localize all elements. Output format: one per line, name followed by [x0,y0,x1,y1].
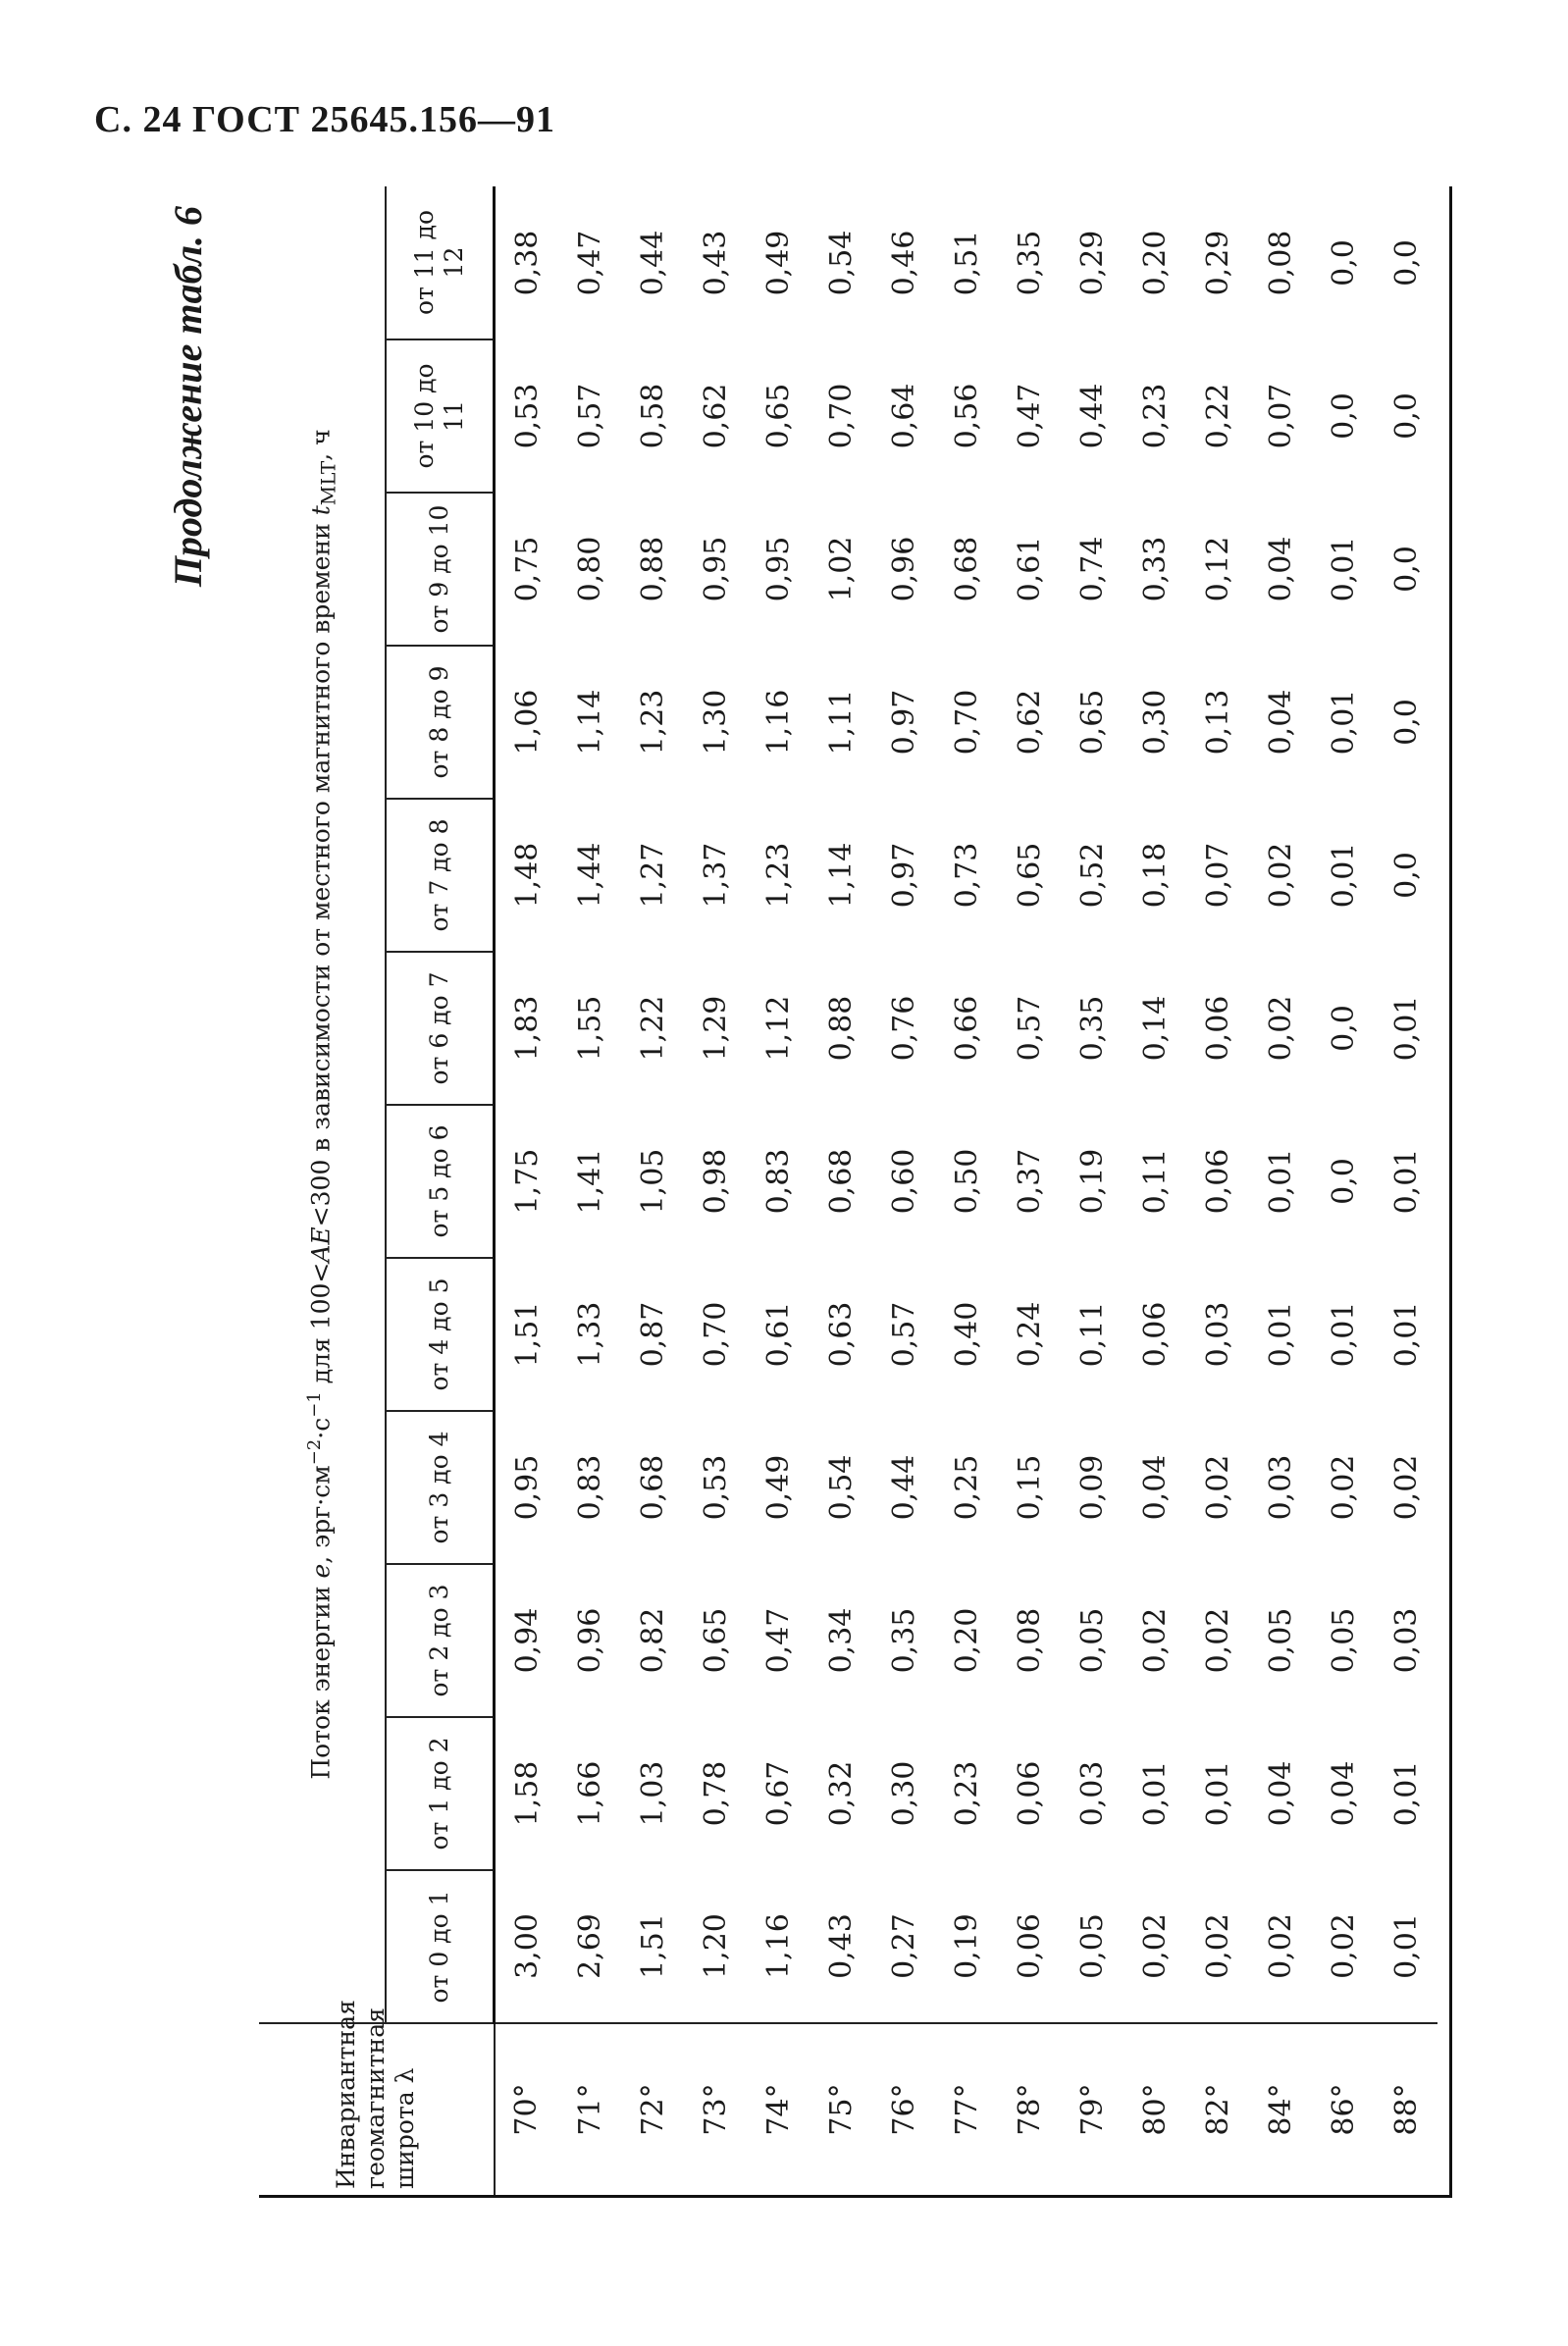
value-cell: 0,20 [1137,230,1173,296]
latitude-cell: 82° [1186,2023,1249,2195]
value-cell: 0,05 [1074,1607,1110,1674]
value-cell: 0,76 [886,995,921,1062]
value-cell: 0,06 [1012,1913,1047,1979]
value-cell: 0,0 [1326,239,1361,287]
value-cell: 0,88 [823,995,859,1062]
value-cell: 0,06 [1200,1148,1235,1215]
hour-column-header: от 8 до 9 [386,646,495,799]
latitude-cell: 86° [1312,2023,1375,2195]
value-cell: 1,37 [698,842,733,909]
value-cell: 0,04 [1137,1454,1173,1521]
table-row [1124,186,1186,2195]
value-cell: 0,01 [1263,1148,1298,1215]
value-cell: 0,44 [1074,383,1110,449]
value-cell: 1,44 [572,842,607,909]
value-cell: 0,29 [1074,230,1110,296]
value-cell: 0,23 [1137,383,1173,449]
value-cell: 0,80 [572,536,607,602]
value-cell: 0,74 [1074,536,1110,602]
value-cell: 0,65 [698,1607,733,1674]
value-cell: 0,02 [1200,1454,1235,1521]
table-row [810,186,872,2195]
value-cell: 1,30 [698,689,733,756]
value-cell: 0,44 [886,1454,921,1521]
value-cell: 0,0 [1388,392,1424,440]
page-number: С. 24 [94,99,183,140]
latitude-cell: 84° [1249,2023,1312,2195]
hour-column-header: от 10 до 11 [386,339,495,493]
value-cell: 0,08 [1263,230,1298,296]
value-cell: 0,75 [509,536,545,602]
latitude-column-header: Инвариантная геомагнитная широта λ [259,2023,495,2195]
hour-column-header: от 5 до 6 [386,1105,495,1258]
table-row [621,186,684,2195]
value-cell: 0,73 [949,842,984,909]
value-cell: 0,04 [1263,536,1298,602]
value-cell: 1,29 [698,995,733,1062]
value-cell: 1,05 [635,1148,670,1215]
value-cell: 1,23 [635,689,670,756]
table-row [872,186,935,2195]
value-cell: 1,58 [509,1760,545,1827]
value-cell: 0,61 [1012,536,1047,602]
latitude-cell: 75° [810,2023,872,2195]
latitude-cell: 70° [495,2023,559,2195]
value-cell: 1,51 [509,1301,545,1368]
value-cell: 1,41 [572,1148,607,1215]
value-cell: 0,05 [1263,1607,1298,1674]
value-cell: 0,35 [886,1607,921,1674]
value-cell: 0,08 [1012,1607,1047,1674]
value-cell: 0,95 [698,536,733,602]
value-cell: 1,83 [509,995,545,1062]
value-cell: 0,02 [1200,1607,1235,1674]
value-cell: 0,02 [1388,1454,1424,1521]
value-cell: 0,95 [509,1454,545,1521]
value-cell: 0,67 [760,1760,796,1827]
value-cell: 0,58 [635,383,670,449]
value-cell: 0,0 [1388,239,1424,287]
value-cell: 0,02 [1263,842,1298,909]
value-cell: 0,19 [949,1913,984,1979]
value-cell: 0,02 [1326,1913,1361,1979]
value-cell: 0,19 [1074,1148,1110,1215]
value-cell: 0,01 [1326,1301,1361,1368]
value-cell: 0,01 [1137,1760,1173,1827]
value-cell: 1,12 [760,995,796,1062]
value-cell: 0,01 [1200,1760,1235,1827]
latitude-cell: 80° [1124,2023,1186,2195]
latitude-cell: 76° [872,2023,935,2195]
table-row [935,186,998,2195]
value-cell: 0,83 [572,1454,607,1521]
value-cell: 0,23 [949,1760,984,1827]
hour-column-header: от 2 до 3 [386,1564,495,1717]
value-cell: 0,06 [1012,1760,1047,1827]
value-cell: 1,66 [572,1760,607,1827]
table-row [1249,186,1312,2195]
value-cell: 0,02 [1326,1454,1361,1521]
value-cell: 0,96 [572,1607,607,1674]
value-cell: 0,98 [698,1148,733,1215]
value-cell: 0,02 [1263,995,1298,1062]
rotated-page-area [147,186,1452,2198]
latitude-cell: 79° [1061,2023,1124,2195]
value-cell: 0,01 [1388,1913,1424,1979]
value-cell: 0,51 [949,230,984,296]
value-cell: 0,06 [1200,995,1235,1062]
table-row [684,186,747,2195]
table-row [558,186,621,2195]
value-cell: 0,07 [1263,383,1298,449]
value-cell: 0,02 [1137,1913,1173,1979]
value-cell: 0,32 [823,1760,859,1827]
value-cell: 0,97 [886,842,921,909]
value-cell: 2,69 [572,1913,607,1979]
value-cell: 1,27 [635,842,670,909]
value-cell: 0,57 [886,1301,921,1368]
value-cell: 1,51 [635,1913,670,1979]
table-row [1375,186,1437,2195]
value-cell: 0,38 [509,230,545,296]
value-cell: 0,64 [886,383,921,449]
value-cell: 0,01 [1326,842,1361,909]
value-cell: 0,02 [1263,1913,1298,1979]
value-cell: 0,87 [635,1301,670,1368]
value-cell: 0,0 [1388,546,1424,593]
value-cell: 0,53 [509,383,545,449]
value-cell: 1,14 [572,689,607,756]
value-cell: 0,35 [1012,230,1047,296]
value-cell: 0,0 [1388,699,1424,746]
value-cell: 1,20 [698,1913,733,1979]
value-cell: 0,97 [886,689,921,756]
page-header [94,98,555,141]
value-cell: 0,04 [1263,689,1298,756]
value-cell: 0,34 [823,1607,859,1674]
value-cell: 1,16 [760,1913,796,1979]
value-cell: 0,05 [1074,1913,1110,1979]
value-cell: 0,01 [1388,1301,1424,1368]
value-cell: 0,43 [698,230,733,296]
value-cell: 1,33 [572,1301,607,1368]
table-row [1312,186,1375,2195]
value-cell: 0,0 [1388,852,1424,899]
value-cell: 0,29 [1200,230,1235,296]
value-cell: 0,18 [1137,842,1173,909]
value-cell: 0,0 [1326,1158,1361,1205]
value-cell: 0,05 [1326,1607,1361,1674]
table-row [998,186,1061,2195]
value-cell: 0,46 [886,230,921,296]
value-cell: 0,30 [1137,689,1173,756]
energy-flux-table [259,186,1437,2195]
data-table-frame [259,186,1452,2198]
value-cell: 0,04 [1326,1760,1361,1827]
value-cell: 1,23 [760,842,796,909]
value-cell: 0,02 [1137,1607,1173,1674]
table-row [747,186,810,2195]
table-body [495,186,1438,2195]
value-cell: 0,83 [760,1148,796,1215]
value-cell: 0,03 [1200,1301,1235,1368]
table-row [495,186,559,2195]
value-cell: 1,11 [823,689,859,756]
value-cell: 1,55 [572,995,607,1062]
value-cell: 0,06 [1137,1301,1173,1368]
value-cell: 0,70 [698,1301,733,1368]
table-row [1061,186,1124,2195]
value-cell: 0,70 [949,689,984,756]
table-row [1186,186,1249,2195]
value-cell: 0,68 [949,536,984,602]
value-cell: 0,65 [760,383,796,449]
value-cell: 0,60 [886,1148,921,1215]
value-cell: 1,75 [509,1148,545,1215]
value-cell: 0,07 [1200,842,1235,909]
value-cell: 0,47 [572,230,607,296]
value-cell: 0,47 [760,1607,796,1674]
value-cell: 0,35 [1074,995,1110,1062]
value-cell: 1,06 [509,689,545,756]
value-cell: 1,48 [509,842,545,909]
value-cell: 0,01 [1388,1148,1424,1215]
value-cell: 1,22 [635,995,670,1062]
value-cell: 0,04 [1263,1760,1298,1827]
value-cell: 0,01 [1326,536,1361,602]
value-cell: 0,57 [1012,995,1047,1062]
value-cell: 0,40 [949,1301,984,1368]
value-cell: 0,82 [635,1607,670,1674]
hour-column-header: от 3 до 4 [386,1411,495,1564]
value-cell: 0,01 [1388,1760,1424,1827]
hour-column-header: от 1 до 2 [386,1717,495,1870]
value-cell: 0,50 [949,1148,984,1215]
hour-column-header: от 7 до 8 [386,799,495,952]
value-cell: 0,68 [823,1148,859,1215]
value-cell: 0,09 [1074,1454,1110,1521]
value-cell: 0,0 [1326,392,1361,440]
value-cell: 0,63 [823,1301,859,1368]
header-row-hours [386,186,495,2195]
value-cell: 0,14 [1137,995,1173,1062]
value-cell: 0,13 [1200,689,1235,756]
latitude-cell: 77° [935,2023,998,2195]
value-cell: 0,24 [1012,1301,1047,1368]
value-cell: 0,27 [886,1913,921,1979]
hour-column-header: от 4 до 5 [386,1258,495,1411]
value-cell: 0,95 [760,536,796,602]
value-cell: 0,03 [1388,1607,1424,1674]
value-cell: 0,62 [698,383,733,449]
value-cell: 0,0 [1326,1005,1361,1052]
value-cell: 0,54 [823,1454,859,1521]
value-cell: 0,66 [949,995,984,1062]
value-cell: 0,53 [698,1454,733,1521]
value-cell: 0,33 [1137,536,1173,602]
value-cell: 0,01 [1263,1301,1298,1368]
latitude-cell: 88° [1375,2023,1437,2195]
value-cell: 0,11 [1074,1301,1110,1368]
value-cell: 0,65 [1074,689,1110,756]
standard-code: ГОСТ 25645.156—91 [191,99,555,140]
hour-column-header: от 11 до 12 [386,186,495,339]
latitude-cell: 71° [558,2023,621,2195]
value-cell: 0,11 [1137,1148,1173,1215]
value-cell: 1,16 [760,689,796,756]
hour-column-header: от 6 до 7 [386,952,495,1105]
value-cell: 0,61 [760,1301,796,1368]
latitude-cell: 73° [684,2023,747,2195]
value-cell: 0,20 [949,1607,984,1674]
value-cell: 0,12 [1200,536,1235,602]
hour-column-header: от 0 до 1 [386,1870,495,2023]
value-cell: 0,68 [635,1454,670,1521]
value-cell: 0,37 [1012,1148,1047,1215]
hour-column-header: от 9 до 10 [386,493,495,646]
value-cell: 0,88 [635,536,670,602]
latitude-cell: 78° [998,2023,1061,2195]
value-cell: 0,47 [1012,383,1047,449]
value-cell: 3,00 [509,1913,545,1979]
value-cell: 0,22 [1200,383,1235,449]
value-cell: 0,57 [572,383,607,449]
value-cell: 0,70 [823,383,859,449]
rotated-content [147,186,1452,2198]
value-cell: 0,01 [1388,995,1424,1062]
value-cell: 0,15 [1012,1454,1047,1521]
value-cell: 0,03 [1263,1454,1298,1521]
value-cell: 0,62 [1012,689,1047,756]
value-cell: 0,49 [760,1454,796,1521]
continuation-caption: Продолжение табл. 6 [166,206,210,588]
value-cell: 1,02 [823,536,859,602]
value-cell: 0,01 [1326,689,1361,756]
value-cell: 1,14 [823,842,859,909]
value-cell: 0,43 [823,1913,859,1979]
value-cell: 0,25 [949,1454,984,1521]
value-cell: 1,03 [635,1760,670,1827]
value-cell: 0,65 [1012,842,1047,909]
latitude-cell: 74° [747,2023,810,2195]
latitude-cell: 72° [621,2023,684,2195]
value-cell: 0,54 [823,230,859,296]
value-cell: 0,52 [1074,842,1110,909]
value-cell: 0,78 [698,1760,733,1827]
value-cell: 0,49 [760,230,796,296]
value-cell: 0,30 [886,1760,921,1827]
flux-column-header: Поток энергии e, $эрг\cdot см^{-2}\cdot с^{-1}$ для 100<AE<300 в зависимости от местного магнитного времени $t_{MLT}$, ч [259,186,386,2023]
value-cell: 0,94 [509,1607,545,1674]
value-cell: 0,96 [886,536,921,602]
value-cell: 0,02 [1200,1913,1235,1979]
value-cell: 0,44 [635,230,670,296]
header-row-main [259,186,386,2195]
value-cell: 0,56 [949,383,984,449]
value-cell: 0,03 [1074,1760,1110,1827]
